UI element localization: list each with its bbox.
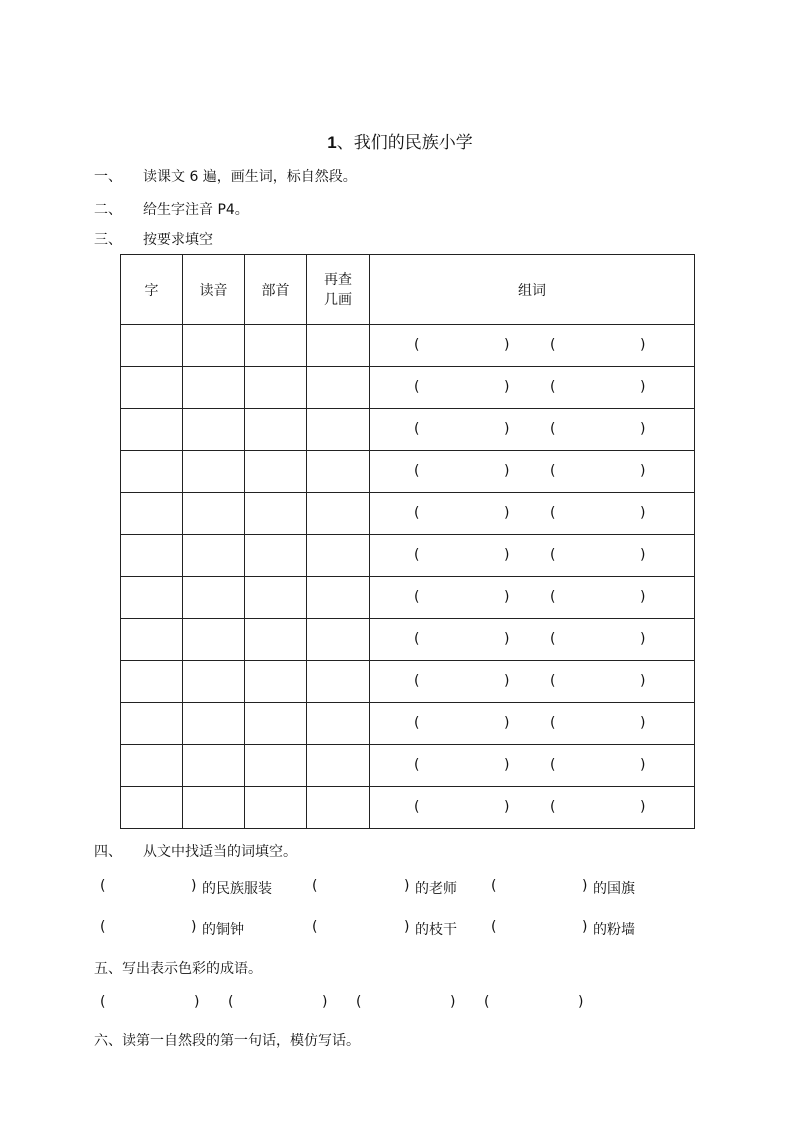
paren-open: ( [550,337,556,353]
cell-character[interactable] [121,451,183,493]
paren-close: ) [582,919,588,935]
cell-character[interactable] [121,577,183,619]
paren-open: ( [312,878,318,894]
paren-close: ) [640,673,646,689]
cell-strokes[interactable] [307,703,370,745]
paren-open: ( [550,631,556,647]
table-row [121,787,695,829]
paren-close: ) [404,878,410,894]
cell-words [370,745,695,787]
table-row [121,325,695,367]
header-character: 字 [121,255,183,325]
cell-pronunciation[interactable] [183,703,245,745]
paren-close: ) [191,919,197,935]
cell-radical[interactable] [245,787,307,829]
fill-phrase-2: 的老师 [415,881,457,897]
cell-character[interactable] [121,619,183,661]
fill-phrase-3: 的国旗 [593,881,635,897]
cell-radical[interactable] [245,577,307,619]
section-3-text: 按要求填空 [143,232,213,248]
section-5-text: 五、写出表示色彩的成语。 [94,961,262,977]
paren-open: ( [550,715,556,731]
cell-radical[interactable] [245,745,307,787]
paren-open: ( [414,505,420,521]
cell-strokes[interactable] [307,325,370,367]
cell-words [370,367,695,409]
cell-radical[interactable] [245,535,307,577]
table-row [121,451,695,493]
paren-open: ( [414,715,420,731]
cell-pronunciation[interactable] [183,367,245,409]
paren-open: ( [550,547,556,563]
cell-pronunciation[interactable] [183,535,245,577]
cell-strokes[interactable] [307,619,370,661]
section-2-text: 给生字注音 P4。 [143,202,249,218]
paren-open: ( [550,505,556,521]
table-row [121,619,695,661]
cell-radical[interactable] [245,619,307,661]
cell-character[interactable] [121,535,183,577]
cell-strokes[interactable] [307,745,370,787]
cell-character[interactable] [121,787,183,829]
table-row [121,493,695,535]
section-6-text: 六、读第一自然段的第一句话，模仿写话。 [94,1033,360,1049]
header-strokes-line2: 几画 [324,291,352,308]
paren-close: ) [322,994,328,1010]
cell-words [370,535,695,577]
table-row [121,409,695,451]
cell-radical[interactable] [245,325,307,367]
paren-open: ( [484,994,490,1010]
paren-open: ( [414,421,420,437]
section-1-number: 一、 [94,169,122,185]
cell-strokes[interactable] [307,451,370,493]
header-radical: 部首 [245,255,307,325]
paren-close: ) [504,463,510,479]
cell-character[interactable] [121,367,183,409]
fill-phrase-4: 的铜钟 [202,922,244,938]
fill-phrase-5: 的枝干 [415,922,457,938]
section-4-number: 四、 [94,844,122,860]
paren-open: ( [228,994,234,1010]
table-header-row [121,255,695,325]
character-table [120,254,695,829]
paren-open: ( [550,589,556,605]
cell-character[interactable] [121,703,183,745]
paren-close: ) [640,589,646,605]
paren-close: ) [504,799,510,815]
paren-open: ( [550,463,556,479]
cell-words [370,703,695,745]
paren-close: ) [504,547,510,563]
table-row [121,367,695,409]
cell-strokes[interactable] [307,409,370,451]
paren-open: ( [414,631,420,647]
header-strokes [307,255,370,325]
cell-radical[interactable] [245,703,307,745]
paren-open: ( [550,799,556,815]
paren-close: ) [640,463,646,479]
paren-open: ( [312,919,318,935]
cell-pronunciation[interactable] [183,745,245,787]
cell-words [370,325,695,367]
paren-close: ) [640,631,646,647]
cell-words [370,787,695,829]
cell-strokes[interactable] [307,367,370,409]
table-row [121,745,695,787]
paren-close: ) [404,919,410,935]
paren-open: ( [491,878,497,894]
paren-close: ) [504,631,510,647]
cell-radical[interactable] [245,451,307,493]
title-text: 、我们的民族小学 [336,133,473,153]
cell-radical[interactable] [245,493,307,535]
paren-open: ( [414,799,420,815]
cell-pronunciation[interactable] [183,409,245,451]
paren-open: ( [100,878,106,894]
paren-open: ( [550,379,556,395]
cell-radical[interactable] [245,409,307,451]
cell-words [370,493,695,535]
cell-pronunciation[interactable] [183,577,245,619]
cell-strokes[interactable] [307,787,370,829]
paren-close: ) [640,715,646,731]
table-row [121,661,695,703]
cell-pronunciation[interactable] [183,661,245,703]
cell-character[interactable] [121,493,183,535]
cell-character[interactable] [121,661,183,703]
paren-open: ( [414,757,420,773]
section-3-number: 三、 [94,232,122,248]
cell-pronunciation[interactable] [183,493,245,535]
cell-words [370,451,695,493]
paren-close: ) [640,337,646,353]
cell-pronunciation[interactable] [183,451,245,493]
paren-close: ) [640,505,646,521]
cell-pronunciation[interactable] [183,325,245,367]
header-pronunciation: 读音 [183,255,245,325]
header-words: 组词 [370,255,695,325]
cell-character[interactable] [121,409,183,451]
cell-radical[interactable] [245,661,307,703]
paren-open: ( [414,589,420,605]
paren-close: ) [504,589,510,605]
paren-open: ( [100,919,106,935]
cell-character[interactable] [121,325,183,367]
cell-words [370,661,695,703]
paren-open: ( [550,421,556,437]
paren-close: ) [582,878,588,894]
paren-close: ) [640,421,646,437]
cell-pronunciation[interactable] [183,787,245,829]
paren-close: ) [640,799,646,815]
paren-close: ) [194,994,200,1010]
paren-close: ) [504,379,510,395]
fill-phrase-1: 的民族服装 [202,881,272,897]
table-row [121,703,695,745]
cell-pronunciation[interactable] [183,619,245,661]
paren-open: ( [550,673,556,689]
paren-open: ( [414,673,420,689]
cell-radical[interactable] [245,367,307,409]
paren-open: ( [550,757,556,773]
section-2-number: 二、 [94,202,122,218]
paren-close: ) [504,505,510,521]
paren-open: ( [356,994,362,1010]
paren-close: ) [191,878,197,894]
paren-close: ) [640,757,646,773]
paren-open: ( [414,379,420,395]
paren-close: ) [504,673,510,689]
table-row [121,577,695,619]
section-4-text: 从文中找适当的词填空。 [143,844,297,860]
paren-close: ) [640,547,646,563]
paren-close: ) [578,994,584,1010]
cell-strokes[interactable] [307,493,370,535]
cell-words [370,619,695,661]
title-number: 1 [327,133,337,152]
cell-words [370,409,695,451]
paren-open: ( [414,463,420,479]
cell-character[interactable] [121,745,183,787]
fill-phrase-6: 的粉墙 [593,922,635,938]
paren-open: ( [100,994,106,1010]
page-title [0,128,800,153]
cell-strokes[interactable] [307,661,370,703]
header-strokes-line1: 再查 [324,271,352,288]
paren-close: ) [450,994,456,1010]
cell-words [370,577,695,619]
paren-open: ( [491,919,497,935]
cell-strokes[interactable] [307,577,370,619]
paren-close: ) [504,421,510,437]
paren-close: ) [504,337,510,353]
paren-close: ) [640,379,646,395]
section-1-text: 读课文 6 遍，画生词，标自然段。 [143,169,357,185]
cell-strokes[interactable] [307,535,370,577]
paren-close: ) [504,715,510,731]
paren-open: ( [414,337,420,353]
table-row [121,535,695,577]
paren-close: ) [504,757,510,773]
paren-open: ( [414,547,420,563]
